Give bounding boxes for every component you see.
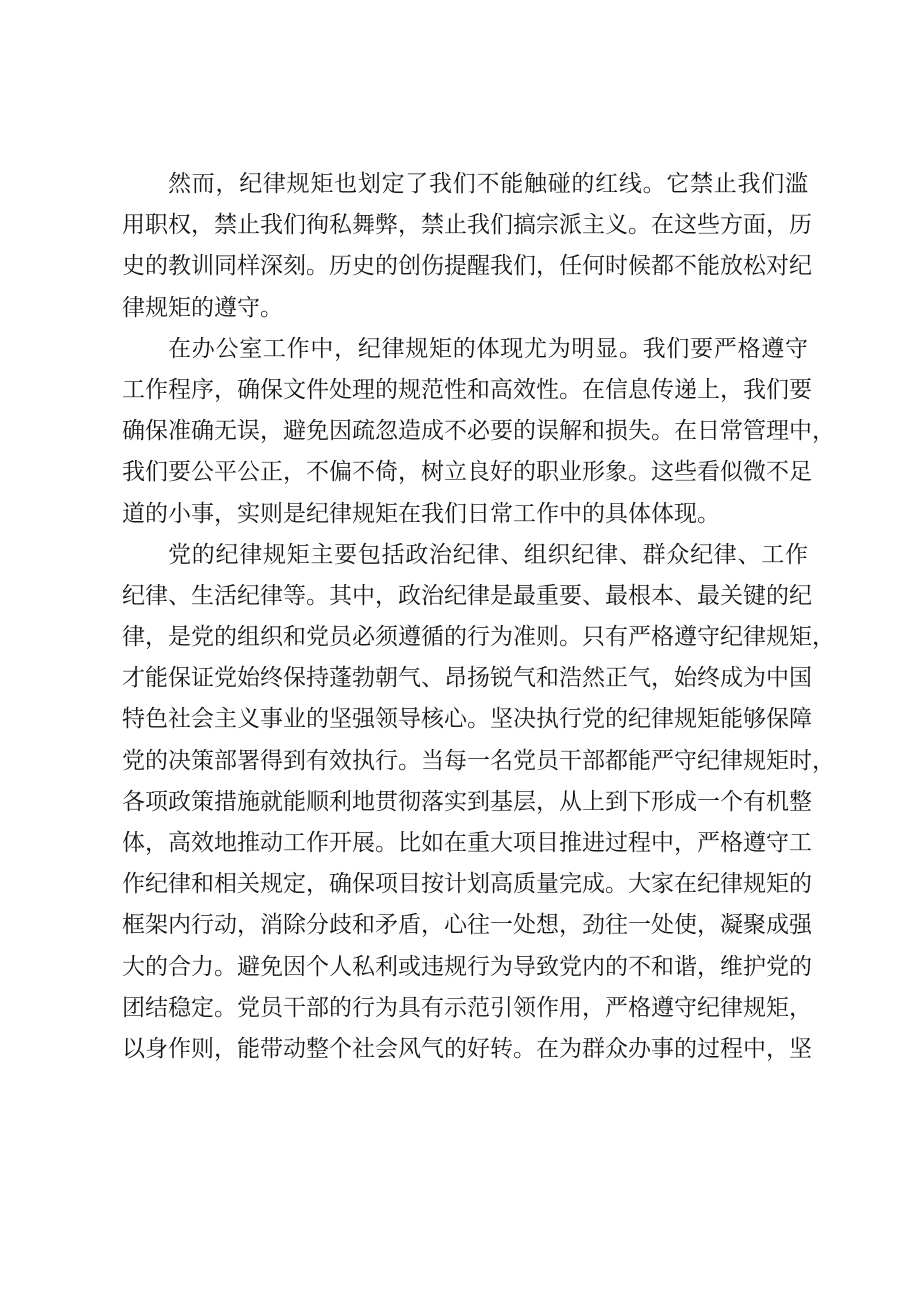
text-line: 工作程序，确保文件处理的规范性和高效性。在信息传递上，我们要: [122, 376, 812, 403]
text-line: 框架内行动，消除分歧和矛盾，心往一处想，劲往一处使，凝聚成强: [122, 912, 812, 939]
text-line: 然而，纪律规矩也划定了我们不能触碰的红线。它禁止我们滥: [168, 171, 808, 197]
text-line: 党的纪律规矩主要包括政治纪律、组织纪律、群众纪律、工作: [168, 541, 808, 568]
document-body: [122, 164, 835, 1070]
text-line: 才能保证党始终保持蓬勃朝气、昂扬锐气和浩然正气，始终成为中国: [122, 665, 812, 692]
paragraph-2: [122, 329, 835, 535]
text-line: 律，是党的组织和党员必须遵循的行为准则。只有严格遵守纪律规矩，: [122, 624, 835, 651]
paragraph-3: [122, 535, 835, 1070]
text-line: 体，高效地推动工作开展。比如在重大项目推进过程中，严格遵守工: [122, 830, 812, 856]
text-line: 以身作则，能带动整个社会风气的好转。在为群众办事的过程中，坚: [122, 1035, 812, 1062]
text-line: 大的合力。避免因个人私利或违规行为导致党内的不和谐，维护党的: [122, 953, 812, 980]
text-line: 党的决策部署得到有效执行。当每一名党员干部都能严守纪律规矩时，: [122, 747, 835, 774]
text-line: 我们要公平公正，不偏不倚，树立良好的职业形象。这些看似微不足: [122, 459, 812, 486]
text-line: 确保准确无误，避免因疏忽造成不必要的误解和损失。在日常管理中，: [122, 418, 835, 445]
text-line: 团结稳定。党员干部的行为具有示范引领作用，严格遵守纪律规矩，: [122, 994, 812, 1021]
text-line: 各项政策措施就能顺利地贯彻落实到基层，从上到下形成一个有机整: [122, 788, 812, 815]
text-line: 特色社会主义事业的坚强领导核心。坚决执行党的纪律规矩能够保障: [122, 706, 812, 733]
text-line: 道的小事，实则是纪律规矩在我们日常工作中的具体体现。: [122, 500, 720, 527]
text-line: 在办公室工作中，纪律规矩的体现尤为明显。我们要严格遵守: [168, 335, 808, 362]
paragraph-1: [122, 164, 812, 329]
text-line: 纪律、生活纪律等。其中，政治纪律是最重要、最根本、最关键的纪: [122, 582, 812, 609]
text-line: 史的教训同样深刻。历史的创伤提醒我们，任何时候都不能放松对纪: [122, 253, 812, 280]
text-line: 用职权，禁止我们徇私舞弊，禁止我们搞宗派主义。在这些方面，历: [122, 212, 812, 239]
text-line: 律规矩的遵守。: [122, 294, 283, 321]
text-line: 作纪律和相关规定，确保项目按计划高质量完成。大家在纪律规矩的: [122, 871, 812, 898]
